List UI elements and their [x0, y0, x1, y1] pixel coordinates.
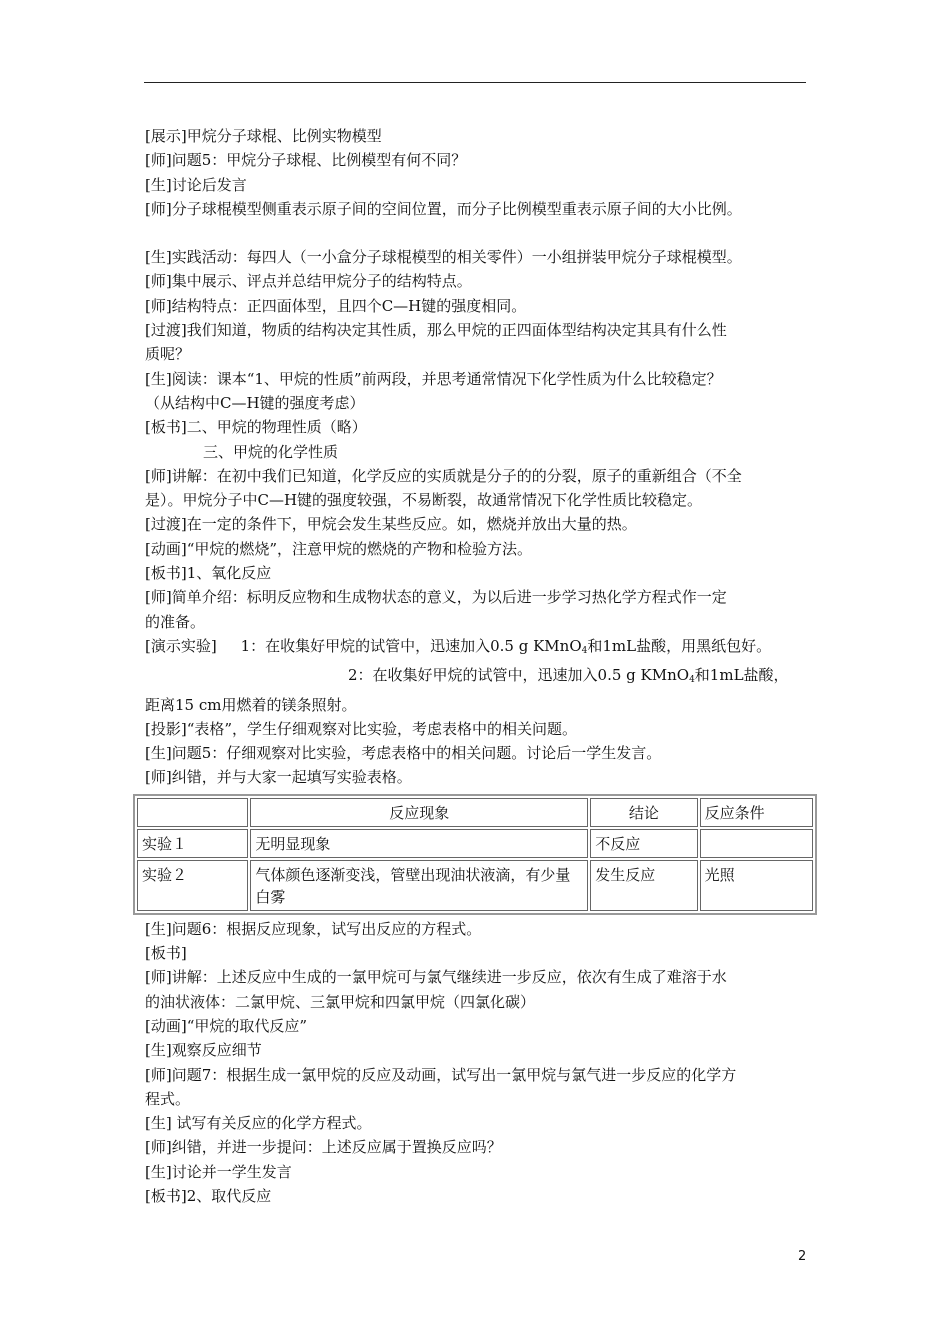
- text-line: [生]讨论并一学生发言: [145, 1162, 292, 1181]
- subscript: 4: [689, 675, 695, 686]
- blank-line: [145, 221, 825, 245]
- text-line: [生]实践活动：每四人（一小盒分子球棍模型的相关零件）一小组拼装甲烷分子球棍模型。: [145, 248, 742, 267]
- table-row: [137, 860, 813, 911]
- page-number: 2: [798, 1249, 807, 1264]
- text-line: 程式。: [145, 1089, 191, 1108]
- text-line: [师]结构特点：正四面体型，且四个C—H键的强度相同。: [145, 296, 527, 315]
- text-line: [板书]1、氧化反应: [145, 564, 272, 583]
- demo-step-2: 2：在收集好甲烷的试管中，迅速加入0.5 g KMnO: [348, 666, 690, 685]
- table-cell: 无明显现象: [250, 829, 588, 858]
- text-line: [过渡]在一定的条件下，甲烷会发生某些反应。如，燃烧并放出大量的热。: [145, 515, 637, 534]
- text-line: 的油状液体：二氯甲烷、三氯甲烷和四氯甲烷（四氯化碳）: [145, 992, 536, 1011]
- table-cell: 气体颜色逐渐变浅，管壁出现油状液滴，有少量白雾: [250, 860, 588, 911]
- table-cell: 光照: [700, 860, 813, 911]
- table-cell: 发生反应: [590, 860, 697, 911]
- demo-step-2-tail: 和1mL盐酸，: [694, 666, 789, 685]
- table-row: [137, 829, 813, 858]
- text-line: [板书]二、甲烷的物理性质（略）: [145, 418, 367, 437]
- text-line: [师]讲解：上述反应中生成的一氯甲烷可与氯气继续进一步反应，依次有生成了难溶于水: [145, 968, 727, 987]
- document-body: [142, 124, 825, 1208]
- text-line: [师]简单介绍：标明反应物和生成物状态的意义，为以后进一步学习热化学方程式作一定: [145, 588, 727, 607]
- text-line: [师]问题5：甲烷分子球棍、比例模型有何不同？: [145, 151, 467, 170]
- text-line: [师]讲解：在初中我们已知道，化学反应的实质就是分子的的分裂，原子的重新组合（不全: [145, 466, 742, 485]
- text-line: [过渡]我们知道，物质的结构决定其性质，那么甲烷的正四面体型结构决定其具有什么性: [145, 321, 727, 340]
- text-line: 质呢？: [145, 345, 191, 364]
- demo-experiment-line: [145, 634, 825, 663]
- demo-step-1-tail: 和1mL盐酸，用黑纸包好。: [587, 636, 772, 655]
- experiment-table: [133, 794, 817, 915]
- table-cell: 实验２: [137, 860, 248, 911]
- text-line: [师]问题7：根据生成一氯甲烷的反应及动画，试写出一氯甲烷与氯气进一步反应的化学方: [145, 1065, 737, 1084]
- table-header-row: [137, 798, 813, 827]
- subscript: 4: [581, 645, 588, 656]
- text-line: [动画]“甲烷的取代反应”: [145, 1016, 308, 1035]
- text-line: [展示]甲烷分子球棍、比例实物模型: [145, 127, 382, 145]
- text-line: 距离15 cm用燃着的镁条照射。: [145, 695, 357, 714]
- table-header-cell: 结论: [590, 798, 697, 827]
- text-line: [板书]: [145, 944, 187, 963]
- text-line: 三、甲烷的化学性质: [203, 442, 339, 461]
- text-line: 是）。甲烷分子中C—H键的强度较强，不易断裂，故通常情况下化学性质比较稳定。: [145, 491, 703, 510]
- table-cell: 不反应: [590, 829, 697, 858]
- demo-step-1: 1：在收集好甲烷的试管中，迅速加入0.5 g KMnO: [240, 636, 582, 655]
- text-line: [投影]“表格”，学生仔细观察对比实验，考虑表格中的相关问题。: [145, 719, 578, 738]
- demo-label: [演示实验]: [145, 636, 217, 655]
- table-header-cell: 反应现象: [250, 798, 588, 827]
- text-line: [生]讨论后发言: [145, 175, 247, 194]
- table-cell: 实验１: [137, 829, 248, 858]
- text-line: [板书]2、取代反应: [145, 1186, 272, 1205]
- text-line: [生]阅读：课本“1、甲烷的性质”前两段，并思考通常情况下化学性质为什么比较稳定？: [145, 369, 722, 388]
- text-line: [师]纠错，并进一步提问：上述反应属于置换反应吗？: [145, 1138, 502, 1157]
- text-line: [师]集中展示、评点并总结甲烷分子的结构特点。: [145, 272, 472, 291]
- table-header-cell: 反应条件: [700, 798, 813, 827]
- text-line: [生]问题6：根据反应现象，试写出反应的方程式。: [145, 919, 482, 938]
- header-rule: [144, 82, 806, 83]
- text-line: [师]纠错，并与大家一起填写实验表格。: [145, 768, 412, 787]
- text-line: 的准备。: [145, 612, 206, 631]
- demo-step-2-line: [145, 663, 825, 692]
- text-line: [生] 试写有关反应的化学方程式。: [145, 1114, 372, 1133]
- text-line: [生]问题5：仔细观察对比实验，考虑表格中的相关问题。讨论后一学生发言。: [145, 744, 662, 763]
- text-line: [动画]“甲烷的燃烧”，注意甲烷的燃烧的产物和检验方法。: [145, 539, 533, 558]
- table-header-cell: [137, 798, 248, 827]
- text-line: （从结构中C—H键的强度考虑）: [145, 393, 365, 412]
- table-cell: [700, 829, 813, 858]
- text-line: [生]观察反应细节: [145, 1041, 262, 1060]
- text-line: [师]分子球棍模型侧重表示原子间的空间位置，而分子比例模型重表示原子间的大小比例。: [145, 199, 742, 218]
